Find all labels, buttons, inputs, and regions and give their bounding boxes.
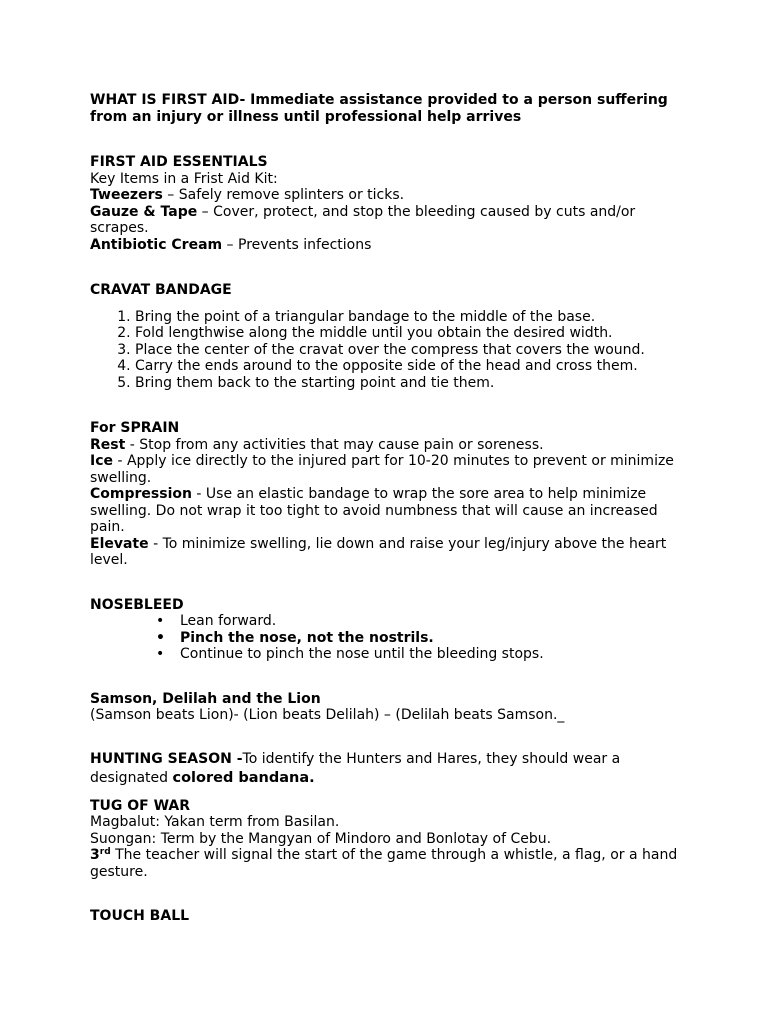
- hunting-text: To identify the Hunters and Hares, they should wear a designated: [90, 750, 621, 786]
- essentials-term: Gauze & Tape: [90, 203, 198, 220]
- sprain-desc: - Use an elastic bandage to wrap the sore area to help minimize swelling. Do not wrap it too tight to avoid numbness that will cause an increased pain.: [90, 486, 658, 535]
- section-sprain: [90, 420, 690, 569]
- nosebleed-list: [90, 613, 690, 663]
- sprain-desc: - To minimize swelling, lie down and raise your leg/injury above the heart level.: [90, 535, 667, 568]
- sprain-term: Ice: [90, 453, 114, 469]
- samson-text: (Samson beats Lion)- (Lion beats Delilah) – (Delilah beats Samson._: [90, 707, 565, 723]
- sprain-desc: - Apply ice directly to the injured part for 10-20 minutes to prevent or minimize swelling.: [90, 453, 674, 486]
- essentials-item: [90, 204, 690, 237]
- cravat-step: 3. Place the center of the cravat over the compress that covers the wound.: [135, 342, 690, 359]
- essentials-heading: FIRST AID ESSENTIALS: [90, 154, 268, 170]
- tug-line3: [90, 847, 690, 880]
- sprain-item: [90, 486, 690, 536]
- nosebleed-heading: NOSEBLEED: [90, 596, 184, 613]
- essentials-intro: Key Items in a Frist Aid Kit:: [90, 170, 278, 187]
- tug-line2: Suongan: Term by the Mangyan of Mindoro and Bonlotay of Cebu.: [90, 830, 552, 847]
- essentials-desc: – Cover, protect, and stop the bleeding caused by cuts and/or scrapes.: [90, 203, 636, 236]
- tug-heading: TUG OF WAR: [90, 797, 191, 814]
- nosebleed-item: • Lean forward.: [90, 613, 690, 630]
- sprain-desc: - Stop from any activities that may cause pain or soreness.: [125, 436, 544, 453]
- essentials-term: Antibiotic Cream: [90, 236, 223, 253]
- section-tug: [90, 798, 690, 881]
- section-essentials: [90, 154, 690, 253]
- essentials-desc: – Prevents infections: [222, 236, 372, 253]
- cravat-step: 2. Fold lengthwise along the middle until you obtain the desired width.: [135, 325, 690, 342]
- samson-heading: Samson, Delilah and the Lion: [90, 690, 321, 707]
- cravat-heading: CRAVAT BANDAGE: [90, 282, 232, 298]
- nosebleed-item: • Pinch the nose, not the nostrils.: [90, 630, 690, 647]
- tug-line1: Magbalut: Yakan term from Basilan.: [90, 814, 340, 830]
- section-nosebleed: [90, 597, 690, 663]
- hunting-bold: colored bandana.: [172, 769, 315, 786]
- section-hunting: [90, 750, 690, 788]
- tug-text: The teacher will signal the start of the game through a whistle, a flag, or a hand gesture.: [90, 847, 678, 880]
- sprain-item: [90, 453, 690, 486]
- cravat-step: 1. Bring the point of a triangular bandage to the middle of the base.: [135, 309, 690, 326]
- cravat-step: 5. Bring them back to the starting point and tie them.: [135, 375, 690, 392]
- cravat-steps: [90, 309, 690, 392]
- sprain-term: Rest: [90, 436, 126, 453]
- sprain-item: [90, 536, 690, 569]
- nosebleed-item: • Continue to pinch the nose until the bleeding stops.: [90, 646, 690, 663]
- tug-sup: rd: [99, 847, 111, 857]
- document-content: [90, 92, 690, 925]
- hunting-heading: HUNTING SEASON -: [90, 750, 243, 767]
- sprain-term: Compression: [90, 486, 192, 502]
- sprain-item: [90, 437, 690, 454]
- essentials-item: [90, 187, 690, 204]
- section-samson: [90, 691, 690, 724]
- section-cravat: [90, 282, 690, 391]
- sprain-heading: For SPRAIN: [90, 420, 180, 436]
- touch-ball-heading: TOUCH BALL: [90, 908, 190, 924]
- cravat-step: 4. Carry the ends around to the opposite side of the head and cross them.: [135, 358, 690, 375]
- what-is-first-aid: [90, 92, 690, 125]
- essentials-term: Tweezers: [90, 187, 163, 203]
- what-is-text: Immediate assistance provided to a person suffering from an injury or illness until professional help arrives: [90, 92, 668, 125]
- tug-num: 3: [90, 847, 100, 863]
- essentials-desc: – Safely remove splinters or ticks.: [162, 187, 405, 203]
- what-is-heading: WHAT IS FIRST AID-: [90, 92, 246, 108]
- essentials-item: [90, 237, 690, 254]
- sprain-term: Elevate: [90, 535, 149, 552]
